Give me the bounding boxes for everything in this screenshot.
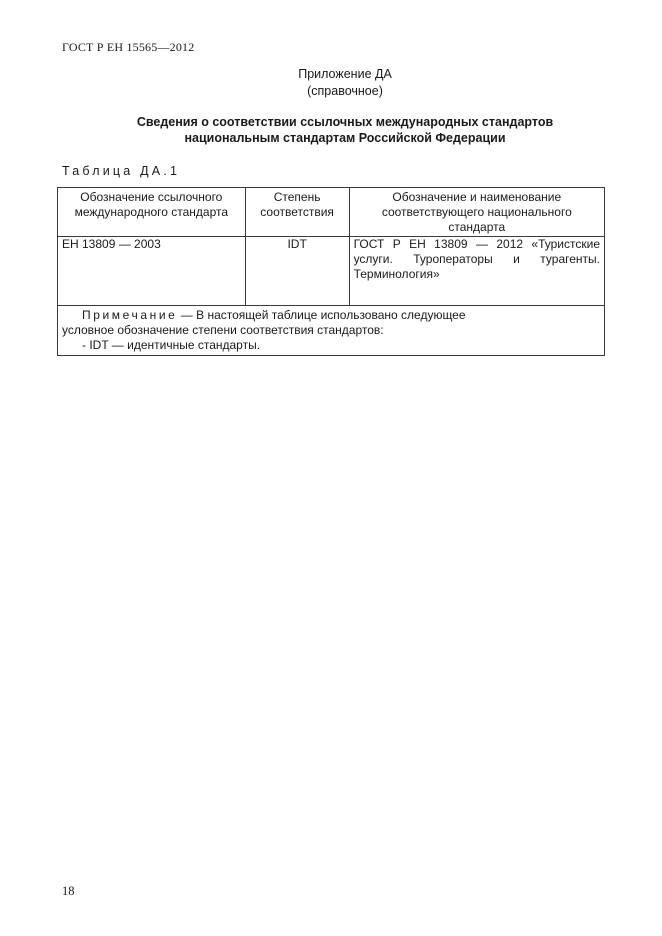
appendix-subtitle: (справочное) [307, 84, 383, 98]
section-title-line-1: Сведения о соответствии ссылочных международных стандартов [136, 115, 554, 129]
table-note [58, 306, 605, 356]
note-label: Примечание [82, 308, 178, 322]
section-title-line-2: национальным стандартам Российской Федерации [184, 131, 506, 145]
document-code: ГОСТ Р ЕН 15565—2012 [62, 40, 195, 54]
note-line-1 [62, 308, 600, 323]
note-line-3: - IDT — идентичные стандарты. [82, 338, 261, 352]
note-line-2: условное обозначение степени соответствия стандартов: [62, 323, 384, 337]
note-text-1: — В настоящей таблице использовано следующее [177, 308, 466, 322]
appendix-title: Приложение ДА [298, 67, 392, 81]
table-row [58, 237, 605, 306]
cell-national-standard: ГОСТ Р ЕН 13809 — 2012 «Туристские услуги. Туроператоры и турагенты. Терминология» [349, 237, 604, 306]
page-number: 18 [62, 884, 75, 898]
cell-degree: IDT [245, 237, 349, 306]
correspondence-table [57, 187, 605, 356]
section-title [40, 114, 650, 146]
table-note-row [58, 306, 605, 356]
header-degree-of-correspondence: Степень соответствия [245, 188, 349, 237]
header-reference-standard: Обозначение ссылочного международного стандарта [58, 188, 246, 237]
table-caption: Таблица ДА.1 [62, 164, 181, 178]
table-header-row [58, 188, 605, 237]
header-national-standard: Обозначение и наименование соответствующего национального стандарта [349, 188, 604, 237]
cell-reference-standard: ЕН 13809 — 2003 [58, 237, 246, 306]
